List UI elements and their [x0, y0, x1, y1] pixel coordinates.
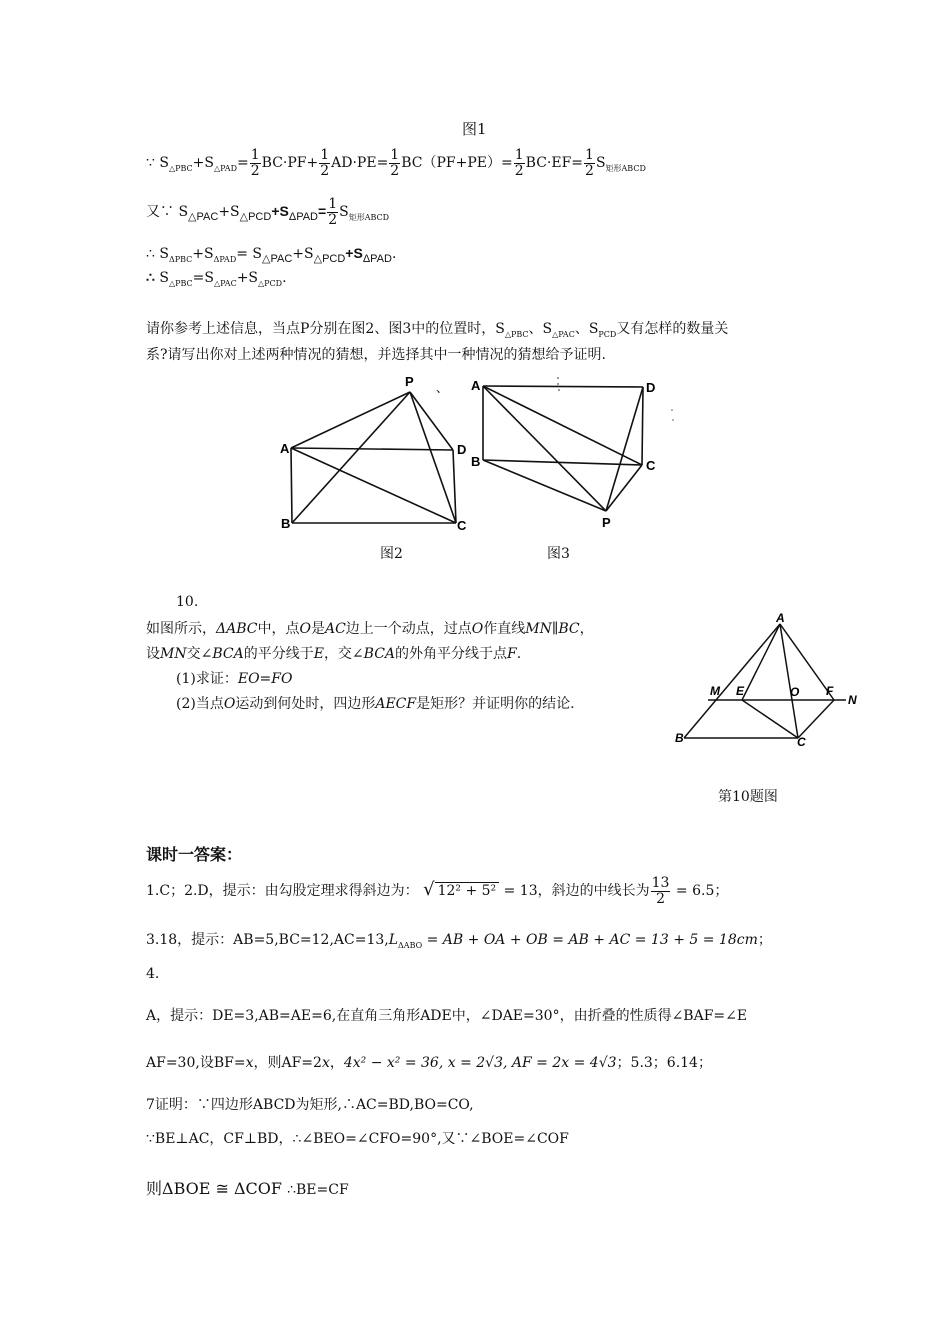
fig3-caption: 图3	[547, 546, 570, 562]
fig2-label-p: P	[405, 374, 414, 389]
q10-line-4: (2)当点O运动到何处时，四边形AECF是矩形？并证明你的结论.	[176, 696, 575, 712]
answer-4-line-1: A，提示：DE=3,AB=AE=6,在直角三角形ADE中，∠DAE=30°，由折叠的性质得∠BAF=∠E	[146, 1008, 748, 1024]
because-symbol: ∵	[146, 155, 155, 172]
fraction-half: $\frac{1}{2}$	[514, 147, 524, 179]
fig10-label-a: A	[776, 611, 785, 625]
fig10-label-o: O	[790, 685, 800, 699]
fraction-half: $\frac{1}{2}$	[328, 196, 338, 228]
fig2-label-d: D	[457, 442, 467, 457]
fig10-label-b: B	[675, 731, 684, 745]
answer-7-line-3: 则ΔBOE ≅ ΔCOF ∴BE=CF	[146, 1179, 349, 1198]
figure-3	[462, 370, 682, 535]
fig2-label-b: B	[281, 516, 291, 531]
formula-line-1: ∵ $S_{\triangle PBC}+S_{\triangle PAD}=$ $\frac{1}{2}$ BC·PF+ $\frac{1}{2}$ AD·PE= $\frac{1}{2}$ BC（PF+PE）= $\frac{1}{2}$ BC·EF= $\frac{1}{2}$ $S_{矩形ABCD}$	[146, 147, 646, 179]
q10-number: 10.	[176, 594, 199, 610]
q10-line-3: (1)求证：EO=FO	[176, 671, 293, 687]
question-line-2: 系?请写出你对上述两种情况的猜想，并选择其中一种情况的猜想给予证明.	[146, 347, 606, 363]
fig3-label-d: D	[646, 380, 656, 395]
fig2-label-c: C	[457, 518, 467, 533]
question-line-1: 请你参考上述信息，当点P分别在图2、图3中的位置时，$S_{\triangle PBC}$、$S_{\triangle PAC}$、$S_{PCD}$又有怎样的数量关	[146, 321, 729, 339]
fraction-half: $\frac{1}{2}$	[320, 147, 330, 179]
answer-3: 3.18，提示：$AB=5,BC=12,AC=13,L_{\Delta ABO}$ = AB + OA + OB = AB + AC = 13 + 5 = 18cm；	[146, 932, 772, 950]
q10-line-1: 如图所示，ΔABC中，点O是AC边上一个动点，过点O作直线MN∥BC，	[146, 621, 594, 637]
fraction-half: $\frac{1}{2}$	[250, 147, 260, 179]
formula-line-3: ∴ $S_{\Delta PBC}+S_{\Delta PAD}= S_{\triangle PAC}+S_{\triangle PCD}+S_{\Delta PAD}$.	[146, 245, 397, 265]
fig3-label-p: P	[602, 515, 611, 530]
answers-title: 课时一答案：	[146, 845, 243, 864]
q10-line-2: 设MN交∠BCA的平分线于E，交∠BCA的外角平分线于点F.	[146, 646, 522, 662]
fraction-half: $\frac{1}{2}$	[390, 147, 400, 179]
fraction-half: $\frac{1}{2}$	[585, 147, 594, 179]
formula-line-4: ∴ $S_{\triangle PBC}=S_{\triangle PAC}+S_{\triangle PCD}$.	[146, 270, 287, 288]
fig10-caption: 第10题图	[718, 789, 778, 805]
fig10-label-n: N	[848, 693, 857, 707]
answer-4-line-2: AF=30,设BF=x，则AF=2x，4x² − x² = 36, x = 2√3, AF = 2x = 4√3；5.3；6.14；	[146, 1055, 712, 1071]
fraction-13-2: $\frac{13}{2}$	[651, 875, 670, 907]
figure-10	[670, 610, 870, 750]
fig10-label-m: M	[710, 684, 720, 698]
figure-2	[270, 370, 480, 540]
fig10-label-f: F	[826, 684, 834, 698]
fig2-caption: 图2	[380, 546, 403, 562]
answer-7-line-1: 7证明：∵四边形ABCD为矩形,∴AC=BD,BO=CO,	[146, 1097, 474, 1113]
fig3-label-a: A	[471, 378, 481, 393]
fig2-label-a: A	[280, 441, 290, 456]
fig1-caption: 图1	[462, 120, 487, 138]
fig3-label-b: B	[471, 454, 481, 469]
fig10-label-e: E	[736, 684, 745, 698]
fig3-label-c: C	[646, 458, 656, 473]
formula-line-2: 又∵ $S_{\triangle PAC}+S_{\triangle PCD}+S_{\Delta PAD}=$ $\frac{1}{2}$ $S_{矩形ABCD}$	[146, 196, 390, 228]
answer-1: 1.C；2.D，提示：由勾股定理求得斜边为： √ 12² + 5² = 13，斜边的中线长为 $\frac{13}{2}$ = 6.5；	[146, 875, 729, 907]
answer-7-line-2: ∵BE⊥AC，CF⊥BD，∴∠BEO=∠CFO=90°,又∵∠BOE=∠COF	[146, 1131, 569, 1147]
fig3-dotted-marks	[557, 377, 674, 421]
fig2-tick-mark: 、	[436, 381, 449, 395]
sqrt-symbol: √	[423, 879, 435, 901]
answer-4-number: 4.	[146, 966, 160, 982]
fig10-label-c: C	[797, 735, 806, 749]
